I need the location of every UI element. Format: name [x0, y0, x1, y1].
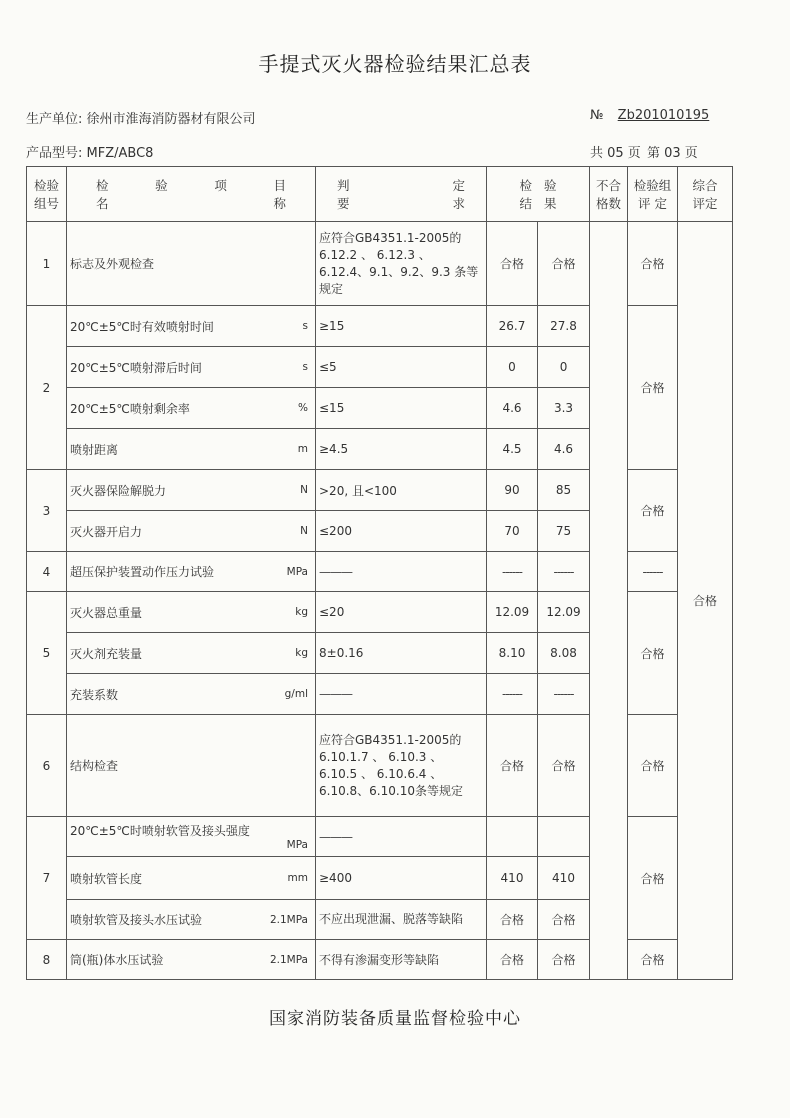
group-number: 4	[27, 552, 67, 592]
group-eval: 合格	[628, 817, 678, 940]
item-cell: 20℃±5℃喷射剩余率 %	[67, 388, 316, 429]
result-2: 4.6	[538, 429, 590, 470]
table-row	[27, 552, 733, 592]
result-1: 410	[487, 857, 538, 900]
item-cell: 灭火器开启力 N	[67, 511, 316, 552]
table-row	[27, 470, 733, 511]
result-1: 8.10	[487, 633, 538, 674]
item-cell: 喷射软管长度 mm	[67, 857, 316, 900]
table-row	[27, 592, 733, 633]
requirement-cell: ≥400	[316, 857, 487, 900]
group-number: 1	[27, 222, 67, 306]
item-cell: 充装系数 g/ml	[67, 674, 316, 715]
item-cell: 20℃±5℃喷射滞后时间 s	[67, 347, 316, 388]
issuer-name: 国家消防装备质量监督检验中心	[269, 1009, 521, 1029]
requirement-cell: 8±0.16	[316, 633, 487, 674]
number-value: Zb201010195	[617, 108, 710, 123]
result-1: 4.6	[487, 388, 538, 429]
result-2: ------	[538, 674, 590, 715]
result-2: 12.09	[538, 592, 590, 633]
result-2: 合格	[538, 715, 590, 817]
item-cell: 结构检查	[67, 715, 316, 817]
requirement-cell: 不得有渗漏变形等缺陷	[316, 940, 487, 980]
result-2: 27.8	[538, 306, 590, 347]
result-1: 合格	[487, 222, 538, 306]
production-unit	[26, 108, 256, 127]
group-eval: 合格	[628, 940, 678, 980]
requirement-cell: ≥4.5	[316, 429, 487, 470]
requirement-cell: >20, 且<100	[316, 470, 487, 511]
requirement-cell: ———	[316, 817, 487, 857]
result-1: 合格	[487, 715, 538, 817]
requirement-cell: 不应出现泄漏、脱落等缺陷	[316, 900, 487, 940]
result-1	[487, 817, 538, 857]
page-total: 共 05 页	[590, 146, 641, 161]
table-row	[27, 306, 733, 347]
group-number: 2	[27, 306, 67, 470]
result-2: 合格	[538, 222, 590, 306]
result-1: 4.5	[487, 429, 538, 470]
group-eval: 合格	[628, 715, 678, 817]
result-2: 3.3	[538, 388, 590, 429]
col-item: 检 验 项 目 名 称	[67, 167, 316, 222]
result-1: 26.7	[487, 306, 538, 347]
requirement-cell: ≤200	[316, 511, 487, 552]
result-2: 85	[538, 470, 590, 511]
product-model	[26, 142, 153, 161]
group-number: 8	[27, 940, 67, 980]
requirement-cell: 应符合GB4351.1-2005的 6.10.1.7 、 6.10.3 、 6.10.5 、 6.10.6.4 、 6.10.8、6.10.10条等规定	[316, 715, 487, 817]
group-number: 5	[27, 592, 67, 715]
col-group: 检验 组号	[27, 167, 67, 222]
result-1: ------	[487, 552, 538, 592]
requirement-cell: 应符合GB4351.1-2005的 6.12.2 、 6.12.3 、 6.12.4、9.1、9.2、9.3 条等规定	[316, 222, 487, 306]
result-2	[538, 817, 590, 857]
number-symbol: №	[590, 108, 604, 123]
item-cell: 标志及外观检查	[67, 222, 316, 306]
result-1: 合格	[487, 900, 538, 940]
requirement-cell: ≤20	[316, 592, 487, 633]
page-current: 第 03 页	[646, 146, 698, 161]
group-eval: ------	[628, 552, 678, 592]
group-number: 6	[27, 715, 67, 817]
result-2: 0	[538, 347, 590, 388]
item-cell: 20℃±5℃时喷射软管及接头强度 MPa	[67, 817, 316, 857]
requirement-cell: ≤5	[316, 347, 487, 388]
result-2: 8.08	[538, 633, 590, 674]
table-row	[27, 715, 733, 817]
table-row	[27, 817, 733, 857]
table-row	[27, 940, 733, 980]
item-cell: 灭火器总重量 kg	[67, 592, 316, 633]
col-overall: 综合 评定	[678, 167, 733, 222]
item-cell: 灭火器保险解脱力 N	[67, 470, 316, 511]
item-cell: 20℃±5℃时有效喷射时间 s	[67, 306, 316, 347]
result-table	[26, 166, 733, 980]
result-1: 合格	[487, 940, 538, 980]
group-eval: 合格	[628, 222, 678, 306]
page-info	[588, 142, 698, 161]
result-2: 410	[538, 857, 590, 900]
result-2: ------	[538, 552, 590, 592]
col-result: 检 验 结 果	[487, 167, 590, 222]
model-value: MFZ/ABC8	[86, 146, 154, 161]
item-cell: 超压保护装置动作压力试验 MPa	[67, 552, 316, 592]
item-cell: 筒(瓶)体水压试验 2.1MPa	[67, 940, 316, 980]
unit-label: 生产单位:	[26, 112, 83, 127]
item-cell: 喷射软管及接头水压试验 2.1MPa	[67, 900, 316, 940]
col-requirement: 判 定 要 求	[316, 167, 487, 222]
group-eval: 合格	[628, 470, 678, 552]
table-header-row	[27, 167, 733, 222]
result-2: 合格	[538, 940, 590, 980]
result-1: 0	[487, 347, 538, 388]
model-label: 产品型号:	[26, 146, 83, 161]
col-fail-count: 不合 格数	[590, 167, 628, 222]
group-number: 7	[27, 817, 67, 940]
unit-value: 徐州市淮海消防器材有限公司	[86, 112, 256, 127]
requirement-cell: ≥15	[316, 306, 487, 347]
result-2: 75	[538, 511, 590, 552]
requirement-cell: ≤15	[316, 388, 487, 429]
item-cell: 灭火剂充装量 kg	[67, 633, 316, 674]
result-1: 90	[487, 470, 538, 511]
table-row	[27, 222, 733, 306]
item-cell: 喷射距离 m	[67, 429, 316, 470]
result-1: 12.09	[487, 592, 538, 633]
col-group-eval: 检验组 评 定	[628, 167, 678, 222]
group-eval: 合格	[628, 592, 678, 715]
requirement-cell: ———	[316, 552, 487, 592]
requirement-cell: ———	[316, 674, 487, 715]
page-title: 手提式灭火器检验结果汇总表	[258, 52, 532, 76]
fail-count-cell	[590, 222, 628, 980]
group-number: 3	[27, 470, 67, 552]
result-1: ------	[487, 674, 538, 715]
overall-eval: 合格	[678, 222, 733, 980]
result-1: 70	[487, 511, 538, 552]
result-2: 合格	[538, 900, 590, 940]
report-number	[590, 108, 709, 123]
group-eval: 合格	[628, 306, 678, 470]
